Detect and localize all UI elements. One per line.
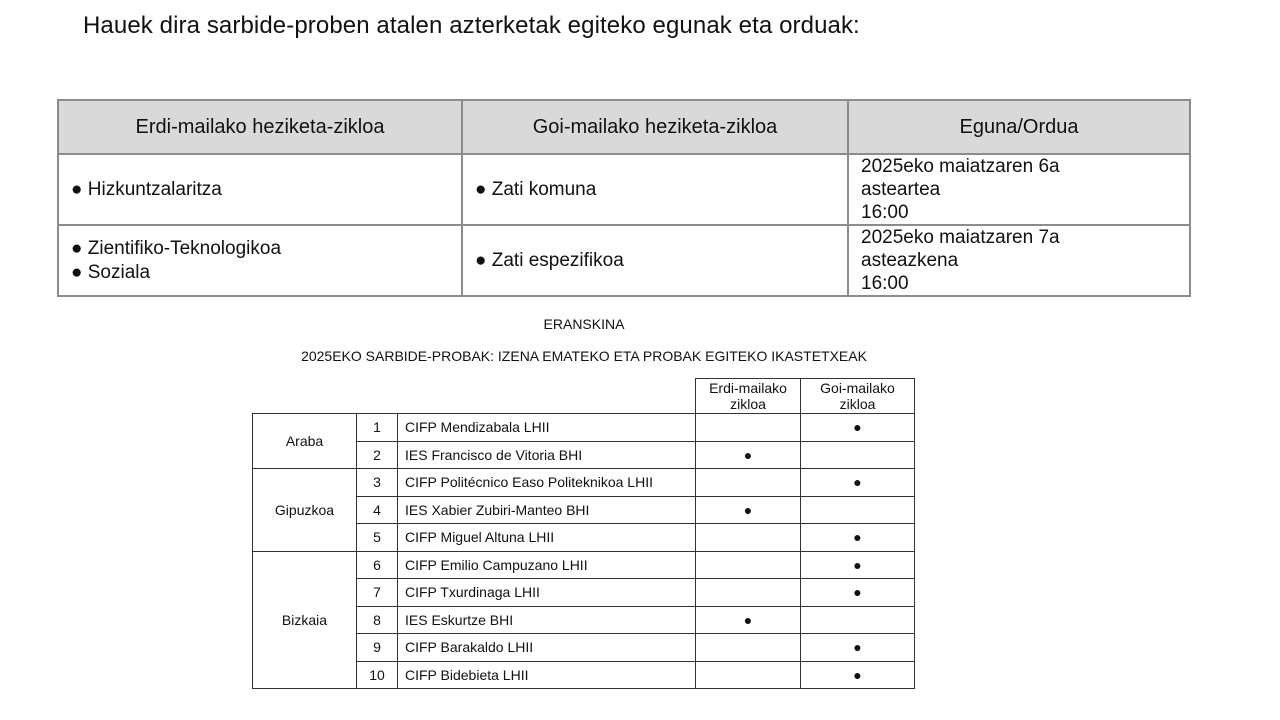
erdi-mark <box>696 469 801 497</box>
blank-header <box>357 379 398 414</box>
school-name: CIFP Miguel Altuna LHII <box>398 524 696 552</box>
school-number: 9 <box>357 634 398 662</box>
erdi-item: ● Soziala <box>71 261 151 283</box>
goi-item: ● Zati komuna <box>475 178 597 200</box>
school-name: CIFP Mendizabala LHII <box>398 414 696 442</box>
date-cell <box>848 154 1190 225</box>
erdi-mark: ● <box>696 496 801 524</box>
schedule-header-row <box>58 100 1190 154</box>
goi-mark: ● <box>801 469 915 497</box>
date-line: 2025eko maiatzaren 6a <box>861 156 1060 177</box>
school-number: 1 <box>357 414 398 442</box>
school-number: 5 <box>357 524 398 552</box>
school-name: CIFP Bidebieta LHII <box>398 661 696 689</box>
school-row <box>253 414 915 442</box>
header-goi: Goi-mailako heziketa-zikloa <box>462 100 848 154</box>
school-row <box>253 551 915 579</box>
annex-subtitle: 2025EKO SARBIDE-PROBAK: IZENA EMATEKO ETA PROBAK EGITEKO IKASTETXEAK <box>301 348 867 364</box>
goi-mark: ● <box>801 579 915 607</box>
annex-title: ERANSKINA <box>543 316 625 332</box>
header-date: Eguna/Ordua <box>848 100 1190 154</box>
erdi-mark: ● <box>696 441 801 469</box>
weekday-line: asteazkena <box>861 250 959 271</box>
erdi-mark <box>696 579 801 607</box>
school-number: 3 <box>357 469 398 497</box>
intro-heading: Hauek dira sarbide-proben atalen azterketak egiteko egunak eta orduak: <box>83 12 860 39</box>
erdi-cell <box>58 154 462 225</box>
erdi-item: ● Zientifiko-Teknologikoa <box>71 237 282 259</box>
school-name: IES Francisco de Vitoria BHI <box>398 441 696 469</box>
blank-header <box>253 379 357 414</box>
school-row <box>253 469 915 497</box>
goi-mark: ● <box>801 551 915 579</box>
schedule-table <box>57 99 1191 297</box>
school-name: CIFP Politécnico Easo Politeknikoa LHII <box>398 469 696 497</box>
goi-mark: ● <box>801 414 915 442</box>
erdi-mark <box>696 661 801 689</box>
goi-mark: ● <box>801 524 915 552</box>
schedule-row <box>58 225 1190 296</box>
time-line: 16:00 <box>861 273 909 294</box>
blank-header <box>398 379 696 414</box>
goi-item: ● Zati espezifikoa <box>475 249 624 271</box>
school-rows <box>253 414 915 689</box>
goi-cell <box>462 154 848 225</box>
province-cell: Bizkaia <box>253 551 357 689</box>
erdi-mark <box>696 524 801 552</box>
province-cell: Araba <box>253 414 357 469</box>
school-number: 10 <box>357 661 398 689</box>
goi-cell <box>462 225 848 296</box>
goi-mark: ● <box>801 634 915 662</box>
school-name: IES Eskurtze BHI <box>398 606 696 634</box>
goi-mark <box>801 496 915 524</box>
school-number: 8 <box>357 606 398 634</box>
schools-header-row <box>253 379 915 414</box>
header-erdi-zikloa: Erdi-mailako zikloa <box>696 379 801 414</box>
erdi-mark: ● <box>696 606 801 634</box>
header-goi-zikloa: Goi-mailako zikloa <box>801 379 915 414</box>
erdi-item: ● Hizkuntzalaritza <box>71 178 222 200</box>
school-number: 4 <box>357 496 398 524</box>
province-cell: Gipuzkoa <box>253 469 357 552</box>
goi-mark: ● <box>801 661 915 689</box>
erdi-cell <box>58 225 462 296</box>
schedule-row <box>58 154 1190 225</box>
school-name: IES Xabier Zubiri-Manteo BHI <box>398 496 696 524</box>
erdi-mark <box>696 414 801 442</box>
time-line: 16:00 <box>861 202 909 223</box>
school-name: CIFP Barakaldo LHII <box>398 634 696 662</box>
school-number: 7 <box>357 579 398 607</box>
goi-mark <box>801 441 915 469</box>
erdi-mark <box>696 551 801 579</box>
erdi-mark <box>696 634 801 662</box>
goi-mark <box>801 606 915 634</box>
school-number: 2 <box>357 441 398 469</box>
header-erdi: Erdi-mailako heziketa-zikloa <box>58 100 462 154</box>
school-number: 6 <box>357 551 398 579</box>
school-name: CIFP Emilio Campuzano LHII <box>398 551 696 579</box>
date-line: 2025eko maiatzaren 7a <box>861 227 1060 248</box>
date-cell <box>848 225 1190 296</box>
school-name: CIFP Txurdinaga LHII <box>398 579 696 607</box>
weekday-line: asteartea <box>861 179 941 200</box>
schools-table <box>252 378 915 689</box>
